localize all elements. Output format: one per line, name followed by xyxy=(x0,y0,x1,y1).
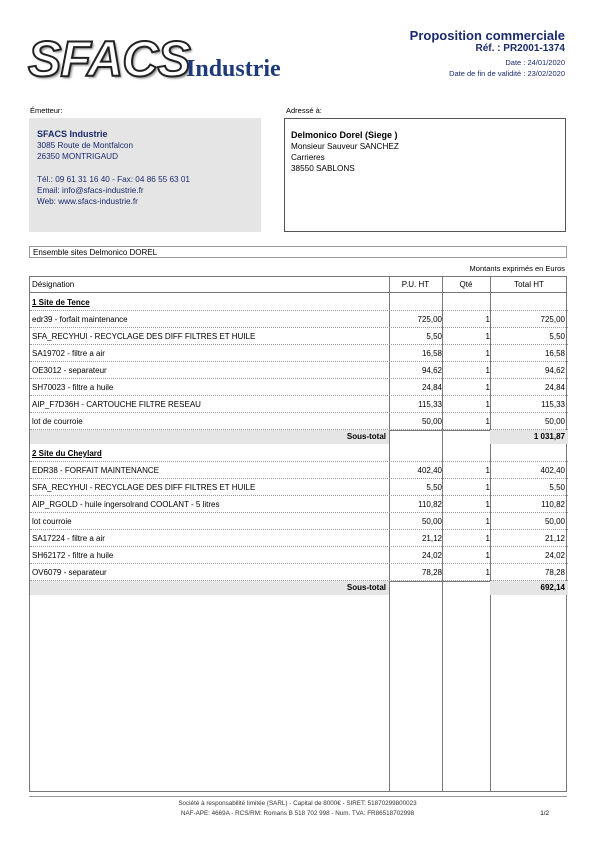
item-total: 78,28 xyxy=(544,568,565,577)
subtotal-value: 692,14 xyxy=(540,583,565,592)
header-total: Total HT xyxy=(514,280,544,289)
table-row xyxy=(30,564,568,581)
logo-suffix: Industrie xyxy=(186,56,281,82)
item-unit-price: 21,12 xyxy=(421,534,442,543)
item-quantity: 1 xyxy=(485,568,490,577)
item-quantity: 1 xyxy=(485,400,490,409)
subtotal-value: 1 031,87 xyxy=(533,432,565,441)
table-row xyxy=(30,396,568,413)
subtotal-row xyxy=(30,430,568,444)
emitter-name: SFACS Industrie xyxy=(37,129,108,139)
item-designation: lot courroie xyxy=(32,517,72,526)
item-designation: AIP_F7D36H - CARTOUCHE FILTRE RESEAU xyxy=(32,400,201,409)
item-designation: SH70023 - filtre a huile xyxy=(32,383,114,392)
table-row xyxy=(30,328,568,345)
item-total: 725,00 xyxy=(540,315,565,324)
item-unit-price: 24,02 xyxy=(421,551,442,560)
footer-legal-line2: NAF-APE: 4669A - RCS/RM: Romans B 518 702 998 - Num. TVA: FR86518702998 xyxy=(180,810,415,817)
table-row xyxy=(30,479,568,496)
item-designation: SFA_RECYHUI - RECYCLAGE DES DIFF FILTRES ET HUILE xyxy=(32,483,256,492)
table-row xyxy=(30,513,568,530)
table-row xyxy=(30,379,568,396)
item-total: 402,40 xyxy=(540,466,565,475)
item-total: 24,02 xyxy=(544,551,565,560)
item-quantity: 1 xyxy=(485,332,490,341)
item-quantity: 1 xyxy=(485,500,490,509)
emitter-email: Email: info@sfacs-industrie.fr xyxy=(37,186,144,195)
item-total: 21,12 xyxy=(544,534,565,543)
item-designation: lot de courroie xyxy=(32,417,83,426)
recipient-address1: Carrieres xyxy=(291,153,325,162)
item-quantity: 1 xyxy=(485,383,490,392)
emitter-address1: 3085 Route de Montfalcon xyxy=(37,141,134,150)
validity-date: Date de fin de validité : 23/02/2020 xyxy=(449,69,565,78)
item-designation: edr39 - forfait maintenance xyxy=(32,315,128,324)
item-total: 16,58 xyxy=(544,349,565,358)
table-row xyxy=(30,496,568,513)
header-unit-price: P.U. HT xyxy=(401,280,430,289)
emitter-label: Émetteur: xyxy=(30,106,63,115)
item-designation: SA19702 - filtre a air xyxy=(32,349,105,358)
table-row xyxy=(30,530,568,547)
site-line: Ensemble sites Delmonico DOREL xyxy=(29,246,567,258)
item-unit-price: 115,33 xyxy=(418,400,442,409)
item-unit-price: 24,84 xyxy=(421,383,442,392)
emitter-address2: 26350 MONTRIGAUD xyxy=(37,152,118,161)
header-designation: Désignation xyxy=(32,280,75,289)
item-quantity: 1 xyxy=(485,366,490,375)
page-number: 1/2 xyxy=(540,810,549,817)
item-designation: OE3012 - separateur xyxy=(32,366,107,375)
table-row xyxy=(30,362,568,379)
item-designation: AIP_RGOLD - huile ingersolrand COOLANT - 5 litres xyxy=(32,500,220,509)
document-title: Proposition commerciale xyxy=(409,28,565,43)
item-total: 50,00 xyxy=(544,417,565,426)
item-total: 24,84 xyxy=(544,383,565,392)
item-quantity: 1 xyxy=(485,349,490,358)
item-quantity: 1 xyxy=(485,517,490,526)
table-row xyxy=(30,462,568,479)
item-total: 5,50 xyxy=(549,483,565,492)
item-unit-price: 50,00 xyxy=(421,417,442,426)
emitter-web: Web: www.sfacs-industrie.fr xyxy=(37,197,138,206)
section-row xyxy=(30,294,568,311)
item-unit-price: 5,50 xyxy=(426,483,442,492)
item-unit-price: 78,28 xyxy=(421,568,442,577)
footer-divider xyxy=(29,796,567,797)
item-quantity: 1 xyxy=(485,466,490,475)
emitter-phone: Tél.: 09 61 31 16 40 - Fax: 04 86 55 63 01 xyxy=(37,175,190,184)
item-total: 94,62 xyxy=(544,366,565,375)
item-quantity: 1 xyxy=(485,551,490,560)
subtotal-row xyxy=(30,581,568,595)
item-unit-price: 5,50 xyxy=(426,332,442,341)
item-total: 50,00 xyxy=(544,517,565,526)
item-quantity: 1 xyxy=(485,417,490,426)
table-row xyxy=(30,413,568,430)
header-separator xyxy=(30,292,566,293)
item-quantity: 1 xyxy=(485,483,490,492)
subtotal-label: Sous-total xyxy=(346,432,386,441)
section-title: 1 Site de Tence xyxy=(32,298,90,307)
currency-note: Montants exprimés en Euros xyxy=(469,264,565,273)
table-row xyxy=(30,345,568,362)
recipient-address2: 38550 SABLONS xyxy=(291,164,355,173)
item-designation: SFA_RECYHUI - RECYCLAGE DES DIFF FILTRES ET HUILE xyxy=(32,332,256,341)
item-quantity: 1 xyxy=(485,315,490,324)
subtotal-label: Sous-total xyxy=(346,583,386,592)
recipient-name: Delmonico Dorel (Siege ) xyxy=(291,130,398,140)
item-unit-price: 50,00 xyxy=(421,517,442,526)
emitter-box xyxy=(29,118,261,232)
header-quantity: Qté xyxy=(459,280,473,289)
table-row xyxy=(30,547,568,564)
item-unit-price: 16,58 xyxy=(421,349,442,358)
item-total: 5,50 xyxy=(549,332,565,341)
item-unit-price: 94,62 xyxy=(421,366,442,375)
recipient-label: Adressé à: xyxy=(286,106,322,115)
item-unit-price: 110,82 xyxy=(418,500,442,509)
table-row xyxy=(30,311,568,328)
document-reference: Réf. : PR2001-1374 xyxy=(475,43,565,54)
items-table xyxy=(29,276,567,792)
section-row xyxy=(30,445,568,462)
item-quantity: 1 xyxy=(485,534,490,543)
item-unit-price: 725,00 xyxy=(417,315,442,324)
footer-legal-line1: Société à responsabilité limitée (SARL) - Capital de 8000€ - SIRET: 51870299800023 xyxy=(178,800,417,807)
item-total: 115,33 xyxy=(541,400,565,409)
logo-brand: SFACS xyxy=(28,31,190,87)
item-designation: EDR38 - FORFAIT MAINTENANCE xyxy=(32,466,159,475)
item-designation: SH62172 - filtre a huile xyxy=(32,551,114,560)
item-designation: OV6079 - separateur xyxy=(32,568,107,577)
document-date: Date : 24/01/2020 xyxy=(505,58,565,67)
recipient-box xyxy=(284,118,566,232)
item-total: 110,82 xyxy=(541,500,565,509)
recipient-contact: Monsieur Sauveur SANCHEZ xyxy=(291,142,399,151)
section-title: 2 Site du Cheylard xyxy=(32,449,102,458)
item-designation: SA17224 - filtre a air xyxy=(32,534,105,543)
company-logo xyxy=(28,30,318,85)
item-unit-price: 402,40 xyxy=(417,466,442,475)
